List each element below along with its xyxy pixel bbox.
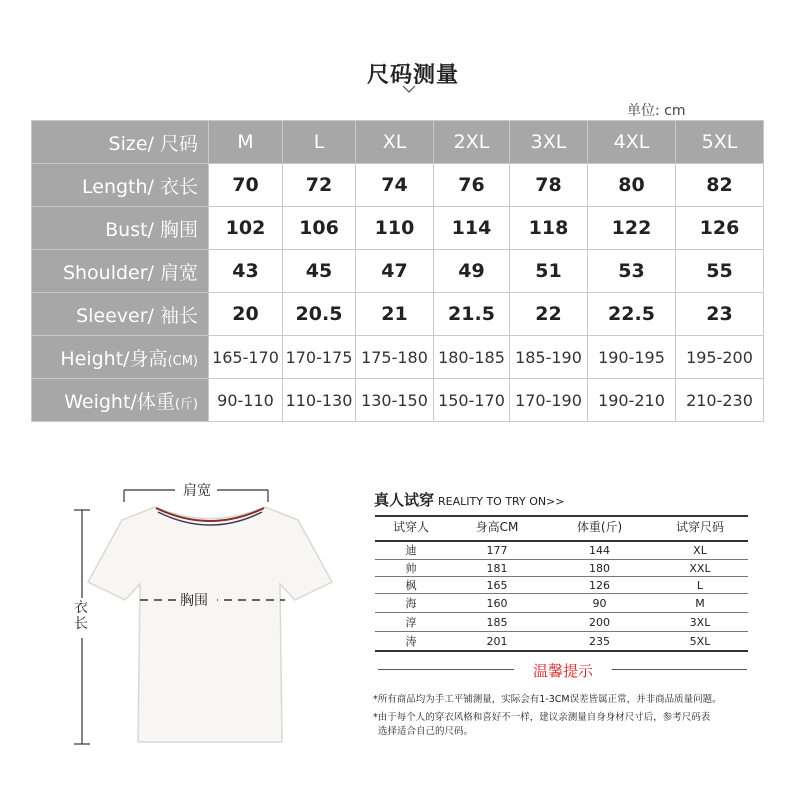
size-cell: XL (356, 121, 434, 164)
bust-value: 118 (510, 207, 588, 250)
length-row (32, 164, 764, 207)
shoulder-value: 43 (209, 250, 283, 293)
weight-value: 150-170 (434, 379, 510, 422)
tip-divider-left (378, 669, 514, 670)
try-on-row (375, 594, 748, 613)
shoulder-value: 53 (588, 250, 676, 293)
bust-value: 110 (356, 207, 434, 250)
weight-unit: (斤) (174, 396, 198, 412)
try-cell: 迪 (375, 541, 447, 560)
bust-value: 106 (283, 207, 356, 250)
try-header-cell: 试穿尺码 (675, 519, 724, 534)
try-on-row (375, 577, 748, 594)
tips-title: 温馨提示 (532, 662, 593, 680)
try-cell: 185 (447, 613, 547, 632)
weight-value: 170-190 (510, 379, 588, 422)
try-cell: XL (652, 541, 748, 560)
size-cell: L (283, 121, 356, 164)
weight-value: 130-150 (356, 379, 434, 422)
height-value: 175-180 (356, 336, 434, 379)
height-value: 170-175 (283, 336, 356, 379)
try-cell: 235 (547, 632, 652, 652)
sleeve-value: 20.5 (283, 293, 356, 336)
try-on-subtitle: REALITY TO TRY ON>> (438, 495, 565, 508)
page-title: 尺码测量 (366, 63, 459, 88)
try-header-cell: 体重(斤) (576, 519, 623, 534)
shoulder-row (32, 250, 764, 293)
bust-value: 126 (676, 207, 764, 250)
height-row (32, 336, 764, 379)
shoulder-value: 47 (356, 250, 434, 293)
shoulder-value: 49 (434, 250, 510, 293)
try-table-head-rule (375, 540, 748, 542)
height-value: 190-195 (588, 336, 676, 379)
size-cell: 5XL (676, 121, 764, 164)
size-header-row (32, 121, 764, 164)
try-cell: 200 (547, 613, 652, 632)
tshirt-shape (88, 507, 332, 742)
sleeve-value: 20 (209, 293, 283, 336)
row-label: Length/ 衣长 (32, 164, 209, 207)
size-cell: 4XL (588, 121, 676, 164)
size-cell: 3XL (510, 121, 588, 164)
chevron-down-icon (402, 84, 416, 94)
try-cell: 181 (447, 560, 547, 577)
try-on-row (375, 632, 748, 652)
weight-value: 190-210 (588, 379, 676, 422)
size-table (31, 120, 764, 422)
try-cell: 涛 (375, 632, 447, 652)
try-on-table (375, 515, 748, 652)
tip-note (373, 711, 793, 739)
unit-label: 单位: cm (627, 103, 686, 119)
try-on-header-row (375, 515, 748, 537)
length-value: 78 (510, 164, 588, 207)
sleeve-value: 21.5 (434, 293, 510, 336)
height-value: 185-190 (510, 336, 588, 379)
sleeve-value: 22 (510, 293, 588, 336)
height-label: Height/身高 (60, 347, 168, 370)
tip-note-line: *由于每个人的穿衣风格和喜好不一样，建议亲测量自身身材尺寸后，参考尺码表 (373, 712, 711, 723)
bust-label: 胸围 (180, 593, 208, 609)
try-on-title-text: 真人试穿 (374, 491, 435, 509)
row-label: Sleever/ 袖长 (32, 293, 209, 336)
try-cell: 180 (547, 560, 652, 577)
bust-row (32, 207, 764, 250)
height-value: 165-170 (209, 336, 283, 379)
length-label: 衣长 (74, 600, 88, 632)
length-value: 80 (588, 164, 676, 207)
try-cell: 帅 (375, 560, 447, 577)
try-cell: 90 (547, 594, 652, 613)
try-cell: L (652, 577, 748, 594)
try-header-cell: 试穿人 (392, 519, 429, 534)
try-cell: 126 (547, 577, 652, 594)
try-cell: 160 (447, 594, 547, 613)
weight-value: 210-230 (676, 379, 764, 422)
shoulder-value: 45 (283, 250, 356, 293)
size-head-label: Size/ 尺码 (32, 121, 209, 164)
weight-label: Weight/体重 (64, 390, 175, 413)
shoulder-value: 55 (676, 250, 764, 293)
tip-note: *所有商品均为手工平铺测量，实际会有1-3CM误差皆属正常，并非商品质量问题。 (373, 694, 722, 705)
row-label: Bust/ 胸围 (32, 207, 209, 250)
row-label: Shoulder/ 肩宽 (32, 250, 209, 293)
try-cell: 144 (547, 541, 652, 560)
sleeve-value: 21 (356, 293, 434, 336)
height-value: 195-200 (676, 336, 764, 379)
height-value: 180-185 (434, 336, 510, 379)
try-cell: XXL (652, 560, 748, 577)
bust-value: 122 (588, 207, 676, 250)
row-label (32, 336, 209, 379)
tshirt-diagram (60, 472, 360, 772)
size-cell: M (209, 121, 283, 164)
bust-value: 114 (434, 207, 510, 250)
tip-note-line: 选择适合自己的尺码。 (378, 726, 474, 737)
length-value: 70 (209, 164, 283, 207)
try-cell: 3XL (652, 613, 748, 632)
try-cell: M (652, 594, 748, 613)
sleeve-row (32, 293, 764, 336)
try-header-cell: 身高CM (475, 519, 519, 534)
try-cell: 海 (375, 594, 447, 613)
shoulder-label: 肩宽 (183, 483, 211, 499)
try-on-row (375, 541, 748, 560)
try-cell: 枫 (375, 577, 447, 594)
row-label (32, 379, 209, 422)
sleeve-value: 23 (676, 293, 764, 336)
height-unit: (CM) (167, 353, 198, 369)
try-on-row (375, 560, 748, 577)
shoulder-value: 51 (510, 250, 588, 293)
try-cell: 165 (447, 577, 547, 594)
size-cell: 2XL (434, 121, 510, 164)
try-cell: 177 (447, 541, 547, 560)
length-value: 72 (283, 164, 356, 207)
try-on-row (375, 613, 748, 632)
try-on-title (374, 489, 565, 510)
weight-value: 90-110 (209, 379, 283, 422)
try-cell: 5XL (652, 632, 748, 652)
bust-value: 102 (209, 207, 283, 250)
length-value: 74 (356, 164, 434, 207)
try-cell: 201 (447, 632, 547, 652)
length-value: 76 (434, 164, 510, 207)
try-cell: 淳 (375, 613, 447, 632)
tip-divider-right (612, 669, 747, 670)
weight-row (32, 379, 764, 422)
length-value: 82 (676, 164, 764, 207)
weight-value: 110-130 (283, 379, 356, 422)
sleeve-value: 22.5 (588, 293, 676, 336)
